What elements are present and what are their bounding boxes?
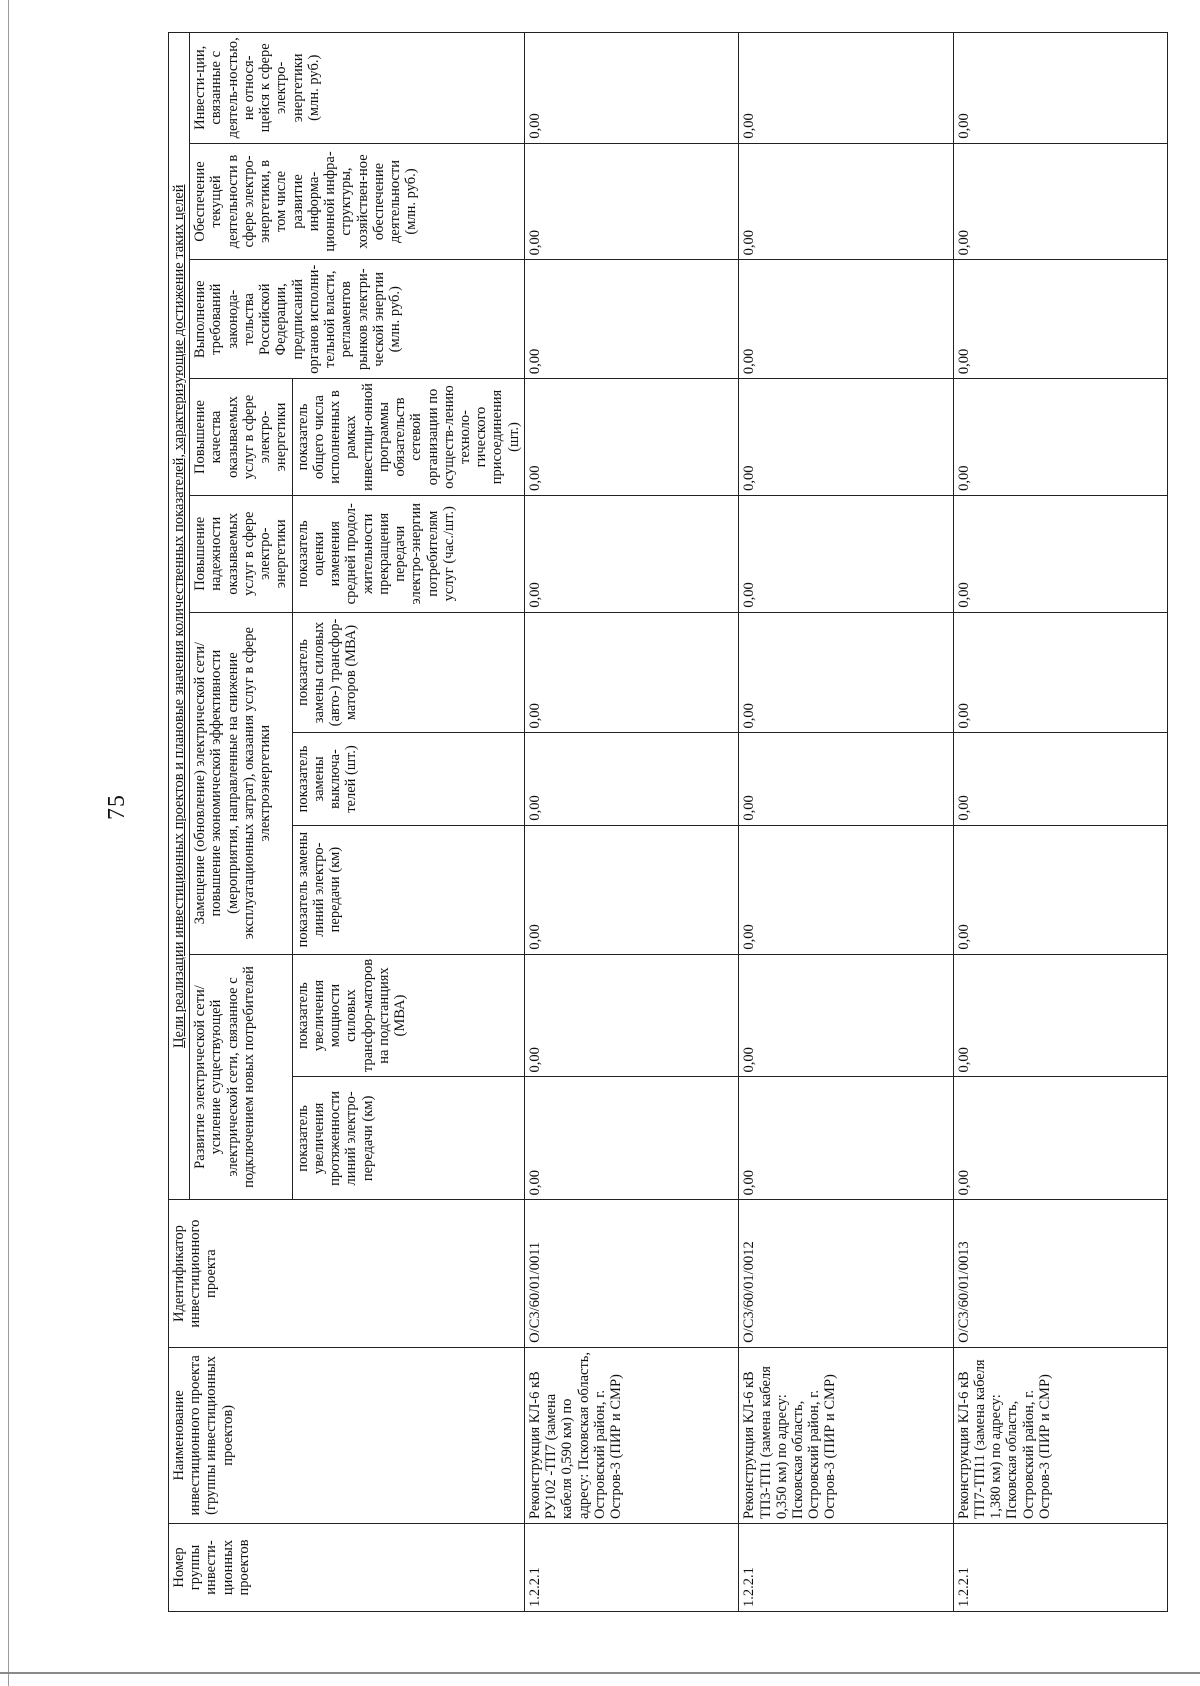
header-goals-text: Цели реализации инвестиционных проектов и плановые значения количественных показателей, характеризующие достижение таких целей — [171, 184, 187, 1048]
cell-value: 0,00 — [953, 33, 1167, 144]
cell-value: 0,00 — [739, 825, 953, 954]
cell-identifier: О/С3/60/01/0011 — [524, 1200, 738, 1347]
cell-value: 0,00 — [739, 379, 953, 496]
cell-project-name: Реконструкция КЛ-6 кВ ТП3-ТП1 (замена кабеля 0,350 км) по адресу: Псковская область, Островский район, г. Остров-3 (ПИР и СМР) — [739, 1347, 953, 1523]
header-reliability: Повышение надежности оказываемых услуг в сфере электро-энергетики — [190, 495, 292, 612]
cell-identifier: О/С3/60/01/0013 — [953, 1200, 1167, 1347]
header-ind-transformer-power: показатель увеличения мощности силовых трансфор-маторов на подстанциях (МВА) — [292, 954, 524, 1077]
header-group-number: Номер группы инвести-ционных проектов — [169, 1523, 525, 1611]
header-goals — [169, 33, 190, 1200]
cell-value: 0,00 — [524, 954, 738, 1077]
cell-value: 0,00 — [524, 825, 738, 954]
table-row — [739, 33, 953, 1612]
header-legal: Выполнение требований законода-тельства Российской Федерации, предписаний органов исполни-тельной власти, регламентов рынков электри-ческой энергии (млн. руб.) — [190, 260, 525, 379]
cell-project-name: Реконструкция КЛ-6 кВ РУ102 -ТП7 (замена кабеля 0,590 км) по адресу: Псковская область, Островский район, г. Остров-3 (ПИР и СМР) — [524, 1347, 738, 1523]
header-ind-replace-switches: показатель замены выключа-телей (шт.) — [292, 733, 524, 825]
cell-value: 0,00 — [953, 733, 1167, 825]
cell-group-number: 1.2.2.1 — [524, 1523, 738, 1611]
header-other-investments: Инвести-ции, связанные с деятель-ностью, не относя-щейся к сфере электро-энергетики (млн. руб.) — [190, 33, 525, 144]
cell-value: 0,00 — [953, 825, 1167, 954]
investment-goals-table — [168, 32, 1168, 1612]
cell-value: 0,00 — [739, 612, 953, 733]
header-ind-replace-lines: показатель замены линий электро-передачи (км) — [292, 825, 524, 954]
cell-value: 0,00 — [739, 33, 953, 144]
header-current-activity: Обеспечение текущей деятельности в сфере электро-энергетики, в том числе развитие информа-ционной инфра-структуры, хозяйствен-ное обеспечение деятельности (млн. руб.) — [190, 143, 525, 260]
table-row — [524, 33, 738, 1612]
table-row — [953, 33, 1167, 1612]
cell-value: 0,00 — [739, 1077, 953, 1200]
cell-value: 0,00 — [953, 1077, 1167, 1200]
cell-value: 0,00 — [953, 954, 1167, 1077]
cell-value: 0,00 — [953, 612, 1167, 733]
cell-value: 0,00 — [739, 495, 953, 612]
scan-edge-left — [8, 0, 9, 1686]
rotated-page — [168, 12, 1192, 1612]
cell-value: 0,00 — [953, 260, 1167, 379]
scan-edge-bottom — [0, 1672, 1200, 1674]
cell-value: 0,00 — [524, 379, 738, 496]
cell-value: 0,00 — [524, 495, 738, 612]
header-ind-line-length: показатель увеличения протяженности линий электро-передачи (км) — [292, 1077, 524, 1200]
page-number: 75 — [104, 794, 130, 820]
header-identifier: Идентификатор инвестиционного проекта — [169, 1200, 525, 1347]
cell-value: 0,00 — [524, 260, 738, 379]
header-ind-replace-transformers: показатель замены силовых (авто-) трансфор-маторов (МВА) — [292, 612, 524, 733]
header-replacement: Замещение (обновление) электрической сети/повышение экономической эффективности (мероприятия, направленные на снижение эксплуатационных затрат), оказания услуг в сфере электроэнергетики — [190, 612, 292, 954]
cell-value: 0,00 — [524, 1077, 738, 1200]
cell-value: 0,00 — [739, 954, 953, 1077]
header-quality: Повышение качества оказываемых услуг в сфере электро-энергетики — [190, 379, 292, 496]
cell-value: 0,00 — [524, 143, 738, 260]
cell-value: 0,00 — [953, 379, 1167, 496]
cell-value: 0,00 — [524, 612, 738, 733]
cell-value: 0,00 — [739, 143, 953, 260]
cell-identifier: О/С3/60/01/0012 — [739, 1200, 953, 1347]
header-ind-quality: показатель общего числа исполненных в рамках инвестици-онной программы обязательств сетевой организации по осуществ-лению техноло-гического присоединения (шт.) — [292, 379, 524, 496]
cell-value: 0,00 — [524, 33, 738, 144]
cell-value: 0,00 — [953, 143, 1167, 260]
header-development: Развитие электрической сети/усиление существующей электрической сети, связанное с подключением новых потребителей — [190, 954, 292, 1200]
cell-project-name: Реконструкция КЛ-6 кВ ТП7-ТП11 (замена кабеля 1,380 км) по адресу: Псковская область, Островский район, г. Остров-3 (ПИР и СМР) — [953, 1347, 1167, 1523]
header-project-name: Наименование инвестиционного проекта (группы инвестиционных проектов) — [169, 1347, 525, 1523]
cell-value: 0,00 — [953, 495, 1167, 612]
cell-value: 0,00 — [739, 260, 953, 379]
cell-value: 0,00 — [524, 733, 738, 825]
cell-group-number: 1.2.2.1 — [953, 1523, 1167, 1611]
cell-group-number: 1.2.2.1 — [739, 1523, 953, 1611]
cell-value: 0,00 — [739, 733, 953, 825]
header-ind-reliability: показатель оценки изменения средней продол-жительности прекращения передачи электро-энергии потребителям услуг (час./шт.) — [292, 495, 524, 612]
